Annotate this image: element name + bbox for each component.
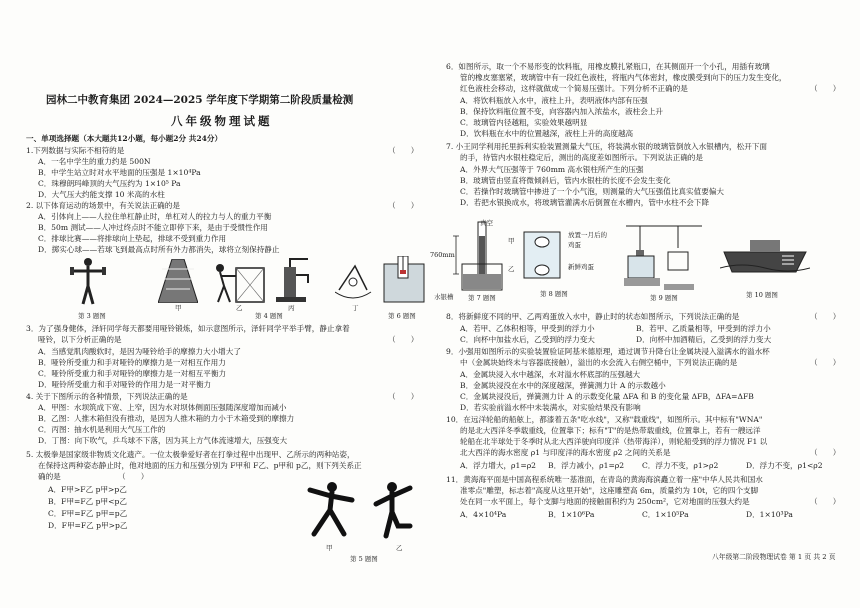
q11-option-b: B．1×10⁶Pa (548, 510, 595, 519)
q7-option-b: B．玻璃管由竖直将微倾斜后，管内水银柱的长度不会发生变化 (460, 176, 671, 185)
q10-line1: 10．在远洋轮船的船舷上，都漆着五条"吃水线"，又称"载重线"，如图所示。其中标有"WNA" (446, 415, 763, 424)
q3-option-c: C．哑铃所受重力和手对哑铃的摩擦力是一对相互平衡力 (38, 369, 227, 378)
fig4-dam (158, 259, 198, 303)
q10-option-b: B．浮力减小，ρ1=ρ2 (548, 461, 625, 470)
fig10-caption: 第 10 题图 (746, 291, 778, 299)
q2-paren: （ ） (388, 201, 419, 210)
fig9-caption: 第 9 题图 (650, 294, 678, 302)
q10-paren: （ ） (810, 448, 841, 457)
q4-option-c: C．丙图：抽水机是利用大气压工作的 (38, 425, 166, 434)
fig3-dumbbell (70, 256, 106, 308)
q6-option-a: A．将饮料瓶放入水中，液柱上升，表明液体内部有压强 (460, 96, 648, 105)
q5-option-d: D．F甲=F乙 p甲>p乙 (48, 521, 128, 530)
q1-paren: （ ） (388, 146, 419, 155)
fig9-archimedes (622, 222, 706, 292)
q2-option-a: A．引体向上——人拉住单杠静止时，单杠对人的拉力与人的重力平衡 (38, 212, 272, 221)
q4-option-d: D．丁图：向下吹气，乒乓球不下落，因为其上方气体流速增大，压强变大 (38, 436, 288, 445)
q9-option-d: D．若实验前溢水杯中未装满水，对实验结果没有影响 (460, 403, 641, 412)
fig4-label-yi: 乙 (236, 304, 243, 312)
q11-option-a: A．4×10⁴Pa (460, 510, 507, 519)
q3-option-b: B．哑铃所受重力和手对哑铃的摩擦力是一对相互作用力 (38, 358, 226, 367)
q11-line2: 准零点"雕塑，标志着"高度从这里开始"，这座雕塑高 6m，质量约为 10t，它的四个支脚 (460, 486, 759, 495)
fig4-water-pump (270, 257, 312, 303)
q11-paren: （ ） (810, 497, 841, 506)
q5-option-b: B．F甲=F乙 p甲<p乙 (48, 497, 127, 506)
q10-line4: 北大西洋的海水密度 ρ1 与印度洋的海水密度 ρ2 之间的关系是 (460, 448, 671, 457)
fig4-push-box (208, 260, 266, 304)
q5-line1: 5. 太极拳是国家级非物质文化遗产。一位太极拳爱好者在打拳过程中出现甲、乙所示的两种站姿， (26, 450, 355, 459)
q10-line3: 轮船在北半球处于冬季时从北大西洋驶向印度洋（热带海洋），则轮船受到的浮力情况 F1 以 (460, 437, 768, 446)
q7-option-c: C．若操作时玻璃管中掺进了一个小气泡，则测量的大气压强值比真实值要偏大 (460, 187, 724, 196)
q3-option-a: A．当感觉肌肉酸软时，是因为哑铃给手的摩擦力大小增大了 (38, 347, 241, 356)
q8-option-d: D．向杯中加酒精后，乙受到的浮力变大 (636, 335, 772, 344)
q10-option-c: C．浮力不变，ρ1>ρ2 (642, 461, 719, 470)
q9-option-a: A．金属块浸入水中越深，水对溢水杯底部的压强越大 (460, 370, 641, 379)
q10-option-a: A．浮力增大，ρ1=ρ2 (460, 461, 536, 470)
q1-option-b: B．中学生站立时对水平地面的压强是 1×10⁴Pa (38, 168, 201, 177)
q7-option-d: D．若把水银换成水，将玻璃管灌满水后倒置在水槽内，管中水柱不会下降 (460, 198, 710, 207)
q8-option-b: B．若甲、乙质量相等，甲受到的浮力小 (636, 324, 771, 333)
fig10-ship (720, 232, 810, 282)
section-heading: 一、单项选择题（本大题共12小题，每小题2分 共24分） (26, 134, 223, 143)
q10-option-d: D．浮力不变，ρ1<ρ2 (746, 461, 823, 470)
q5-option-a: A．F甲>F乙 p甲>p乙 (48, 485, 127, 494)
q7-option-a: A．外界大气压强等于 760mm 高水银柱所产生的压强 (460, 165, 644, 174)
q8-stem: 8．将新鲜度不同的甲、乙两鸡蛋放入水中，静止时的状态如图所示，下列说法正确的是 (446, 312, 740, 321)
q3-line2: 哑铃，以下分析正确的是 (38, 335, 122, 344)
fig4-pingpong (335, 260, 373, 304)
q5-line3: 确的是 (38, 472, 61, 481)
q9-line1: 9．小强用如图所示的实验装置验证阿基米德原理，通过调节升降台让金属块浸入溢满水的溢水杯 (446, 347, 770, 356)
fig8-label-jia: 甲 (508, 237, 515, 245)
q1-stem: 1.下列数据与实际不相符的是 (26, 146, 125, 155)
q8-paren: （ ） (810, 312, 841, 321)
fig5-taichi-yi (370, 480, 418, 540)
fig4-label-jia: 甲 (175, 304, 182, 312)
q11-line1: 11．黄海海平面是中国高程系统唯一基准面，在青岛的黄海海滨矗立着一座"中华人民共和国水 (446, 475, 763, 484)
q7-line2: 的手，待管内水银柱稳定后，测出的高度差如图所示。下列说法正确的是 (460, 153, 703, 162)
q11-option-d: D．1×10³Pa (746, 510, 793, 519)
fig7-torricelli (448, 220, 512, 292)
q9-paren: （ ） (810, 358, 841, 367)
q5-option-c: C．F甲=F乙 p甲=p乙 (48, 509, 128, 518)
fig4-label-ding: 丁 (352, 304, 359, 312)
fig8-new-egg-label: 新鲜鸡蛋 (568, 263, 594, 271)
fig7-mercury-label: 水银槽 (434, 293, 454, 301)
q4-stem: 4. 关于下图所示的各种情景，下列说法正确的是 (26, 392, 188, 401)
fig3-caption: 第 3 题图 (78, 312, 106, 320)
fig4-label-bing: 丙 (288, 304, 295, 312)
fig7-760mm-label: 760mm (430, 251, 455, 259)
q8-option-c: C．向杯中加盐水后，乙受到的浮力变大 (460, 335, 595, 344)
fig6-bottle (380, 256, 430, 304)
q2-option-d: D．掷实心球——若球飞到最高点时所有外力都消失，球将立刻保持静止 (38, 245, 280, 254)
fig8-old-egg-label: 放置一月后的鸡蛋 (568, 231, 607, 249)
q10-line2: 的是北大西洋冬季载重线，位置靠下；标有"T"的是热带载重线，位置靠上，若有一艘远洋 (460, 426, 761, 435)
q3-option-d: D．哑铃所受重力和手对哑铃的作用力是一对平衡力 (38, 380, 212, 389)
q6-option-d: D．饮料瓶在水中的位置越深，液柱上升的高度越高 (460, 129, 634, 138)
q4-option-a: A．甲图：水坝筑成下宽、上窄，因为水对坝体侧面压强随深度增加而减小 (38, 403, 287, 412)
q9-option-b: B．金属块浸没在水中的深度越深，弹簧测力计 A 的示数越小 (460, 381, 666, 390)
q6-paren: （ ） (810, 84, 841, 93)
q1-option-d: D．大气压大约能支撑 10 米高的水柱 (38, 190, 165, 199)
exam-title: 园林二中教育集团 2024—2025 学年度下学期第二阶段质量检测 (46, 94, 354, 106)
q8-option-a: A．若甲、乙体积相等，甲受到的浮力小 (460, 324, 595, 333)
q6-line3: 红色液柱会移动，这样就做成一个简易压强计。下列分析不正确的是 (460, 84, 688, 93)
q6-line1: 6．如图所示，取一个不易形变的饮料瓶，用橡皮膜扎紧瓶口，在其侧面开一个小孔，用插有玻璃 (446, 62, 770, 71)
q4-option-b: B．乙图：人推木箱但没有推动，是因为人推木箱的力小于木箱受到的摩擦力 (38, 414, 295, 423)
q6-option-b: B．保持饮料瓶位置不变，向容器内加入浓盐水，液柱会上升 (460, 107, 664, 116)
q4-paren: （ ） (388, 392, 419, 401)
q9-line2: 中（金属块始终未与容器底接触），溢出的水会流入右侧空桶中，下列说法正确的是 (460, 358, 738, 367)
q1-option-a: A．一名中学生的重力约是 500N (38, 157, 151, 166)
fig8-eggs (522, 230, 562, 280)
q6-line2: 管的橡皮塞塞紧，玻璃管中有一段红色液柱，将瓶内气体密封，橡皮膜受到向下的压力发生变化， (460, 73, 787, 82)
fig4-caption: 第 4 题图 (255, 312, 283, 320)
q5-line2: 在保持这两种姿态静止时，他对地面的压力和压强分别为 F甲和 F乙、p甲和 p乙，则下列关系正 (38, 461, 362, 470)
fig8-label-yi: 乙 (508, 265, 515, 273)
q11-line3: 处在同一水平面上，每个支脚与地面的接触面积约为 250cm²，它对地面的压强大约是 (460, 497, 750, 506)
fig5-caption: 第 5 题图 (350, 555, 378, 563)
q2-stem: 2. 以下体育运动的场景中，有关说法正确的是 (26, 201, 180, 210)
fig8-caption: 第 8 题图 (540, 290, 568, 298)
page-footer: 八年级第二阶段物理试卷 第 1 页 共 2 页 (712, 553, 836, 561)
q7-line1: 7. 小王同学利用托里拆利实验装置测量大气压，将装满水银的玻璃管倒放入水银槽内，松开下面 (446, 142, 767, 151)
fig5-label-jia: 甲 (326, 544, 333, 552)
q5-paren: （ ） (118, 472, 149, 481)
q1-option-c: C．珠穆朗玛峰顶的大气压约为 1×10⁵ Pa (38, 179, 181, 188)
q3-line1: 3．为了强身健体，泽轩同学每天都要用哑铃锻炼，如示意图所示，泽轩同学平举手臂，静止拿着 (26, 324, 350, 333)
q2-option-b: B．50m 测试——人冲过终点时不能立即停下来，是由于受惯性作用 (38, 223, 268, 232)
q6-option-c: C．玻璃管内径越粗，实验效果越明显 (460, 118, 588, 127)
q2-option-c: C．排球比赛——将排球向上垫起，排球不受到重力作用 (38, 234, 227, 243)
fig5-taichi-jia (306, 480, 356, 540)
q3-paren: （ ） (388, 335, 419, 344)
q11-option-c: C．1×10⁵Pa (642, 510, 689, 519)
fig6-caption: 第 6 题图 (388, 312, 416, 320)
fig5-label-yi: 乙 (396, 544, 403, 552)
fig7-vacuum-label: 真空 (480, 219, 493, 227)
exam-subtitle: 八年级物理试题 (171, 114, 273, 128)
fig7-caption: 第 7 题图 (468, 294, 496, 302)
q9-option-c: C．金属块浸没后，弹簧测力计 A 的示数变化量 ΔFA 和 B 的变化量 ΔFB，ΔFA=ΔFB (460, 392, 754, 401)
